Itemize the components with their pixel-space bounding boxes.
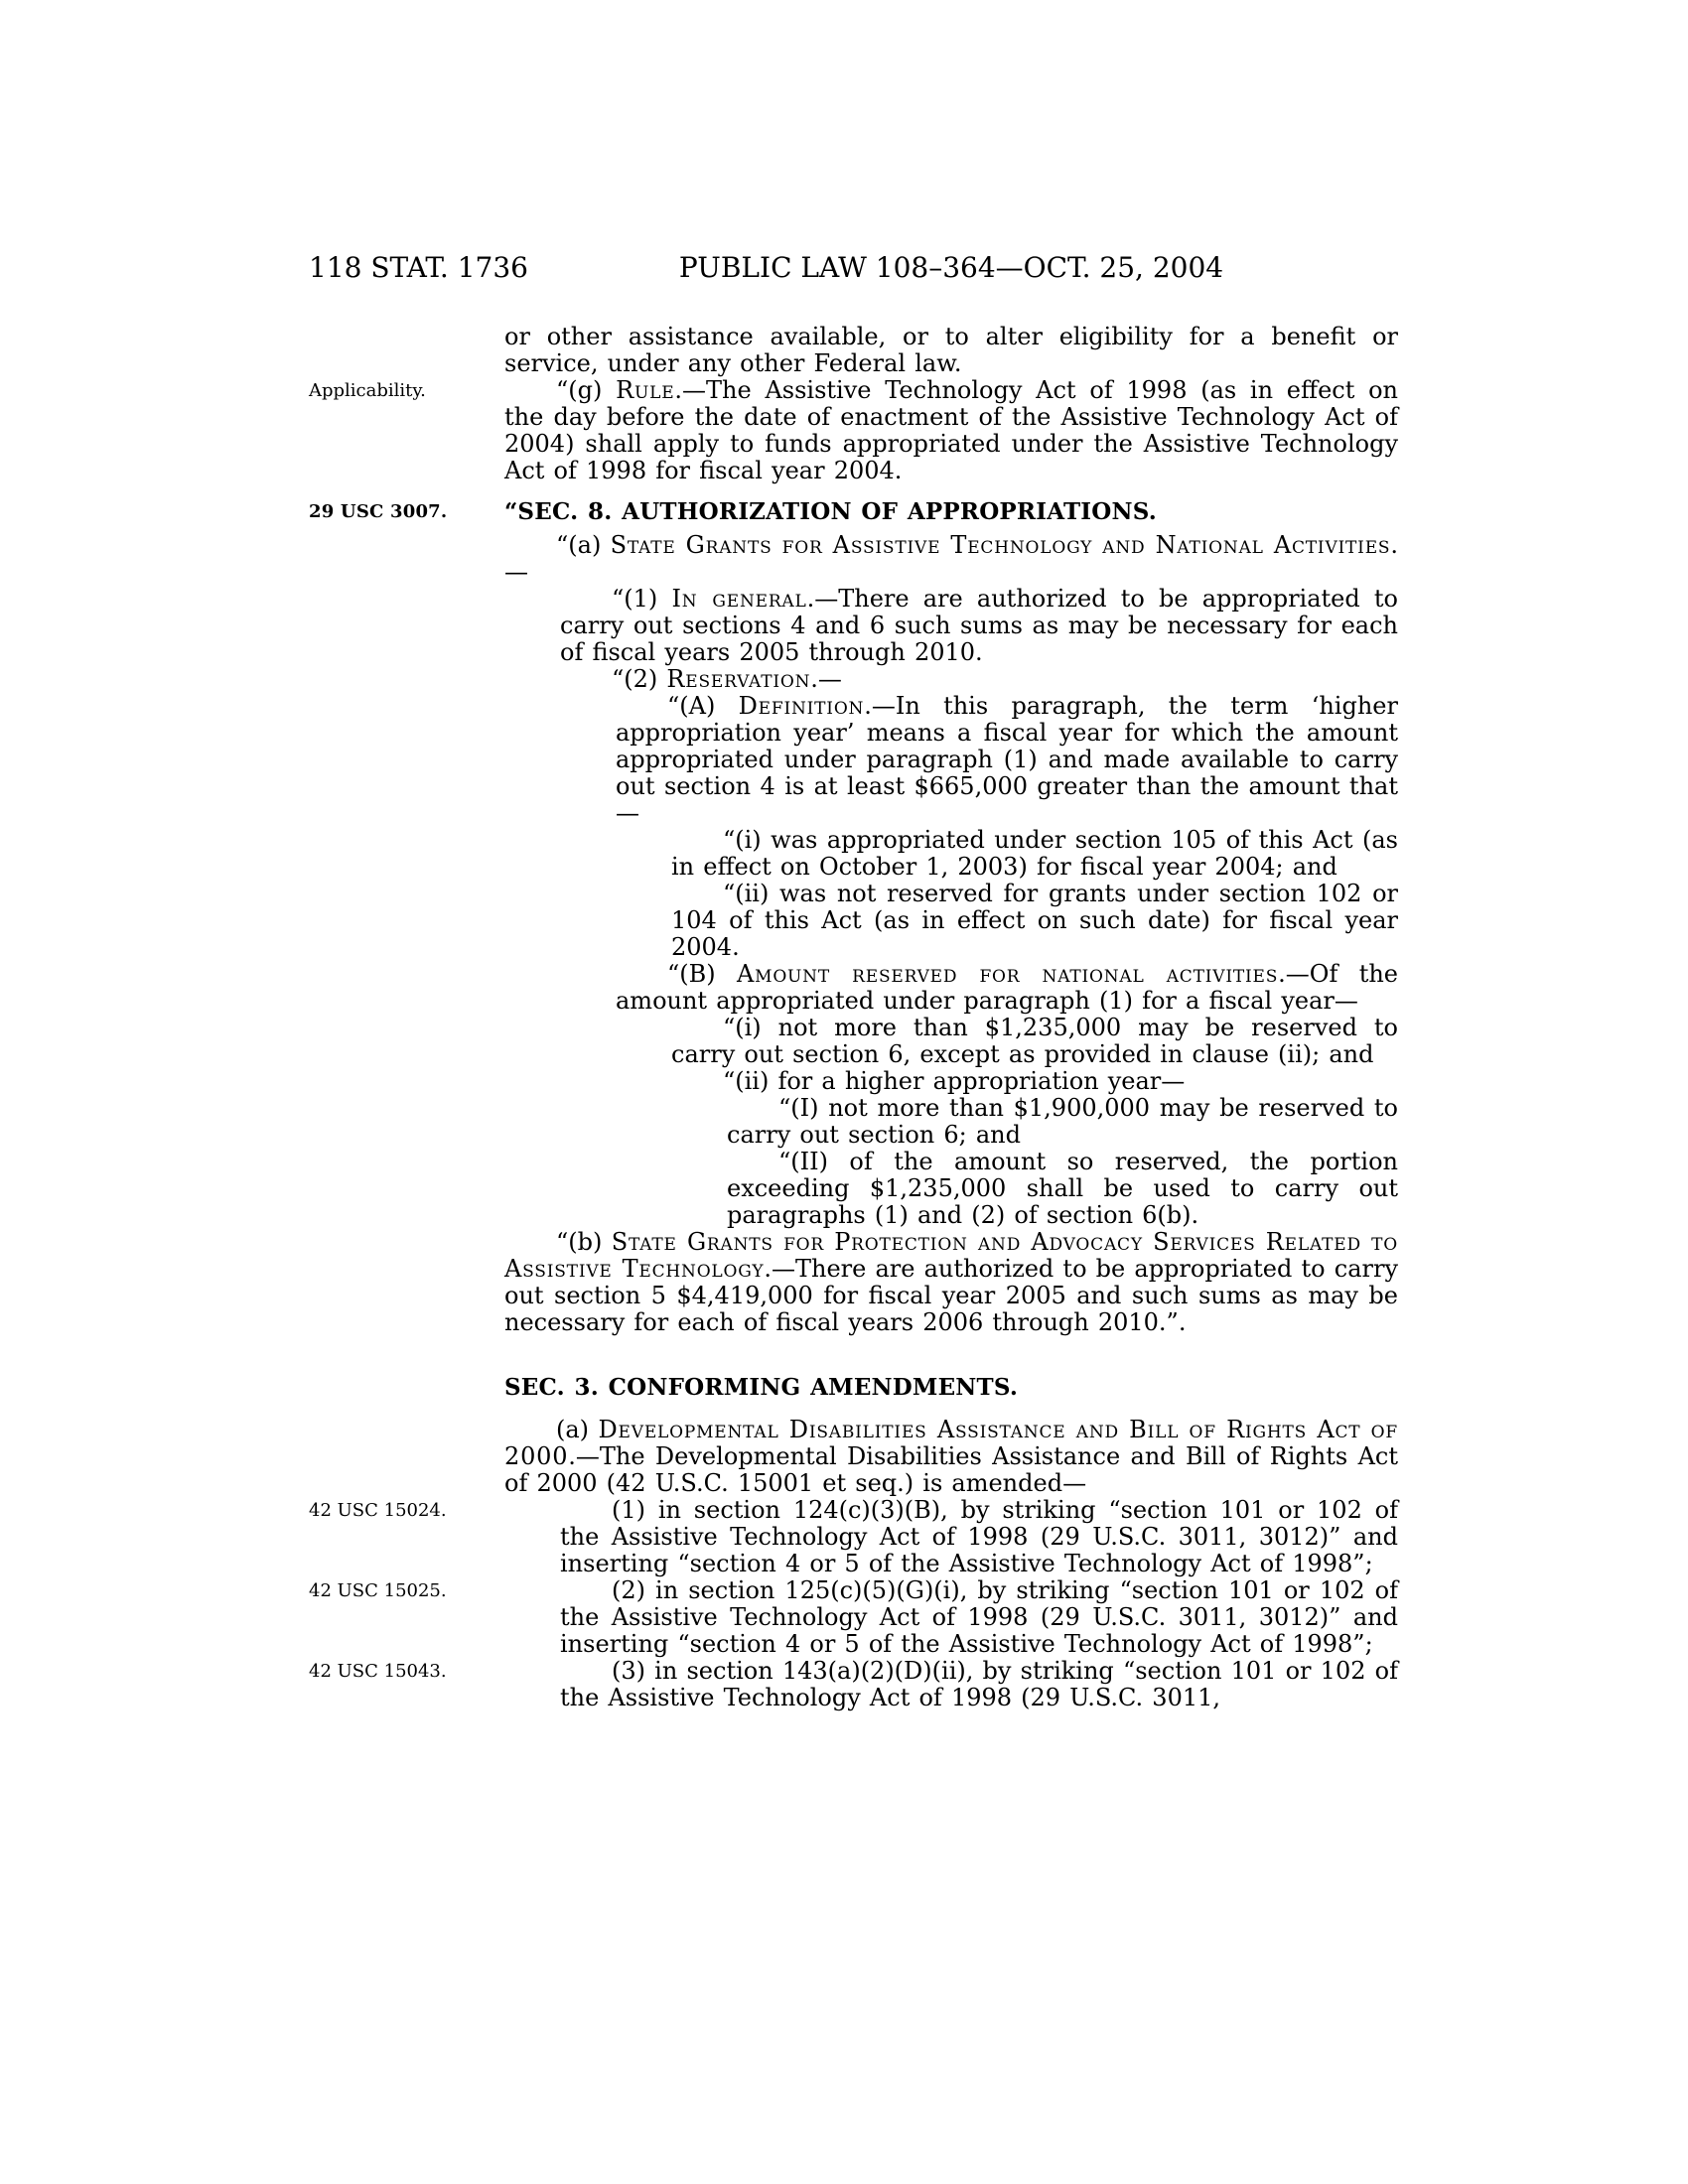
- statute-paragraph: [309, 1496, 1398, 1577]
- text-run: .—There are authorized to be appropriated to carry out sections 4 and 6 such sums as may be necessary for each of fiscal years 2005 through 2010.: [560, 585, 1398, 666]
- text-run: .—In this paragraph, the term ‘higher appropriation year’ means a fiscal year for which the amount appropriated under paragraph (1) and made available to carry out section 4 is at least $665,000 greater than the amount that—: [616, 692, 1398, 827]
- statute-paragraph: [671, 827, 1398, 881]
- text-run: State Grants for Assistive Technology and National Activities: [610, 531, 1391, 559]
- statute-paragraph: [671, 881, 1398, 961]
- section-heading: [309, 498, 1398, 525]
- text-run: “(1): [612, 585, 672, 613]
- section-heading: [504, 1374, 1398, 1401]
- page-header: [0, 251, 1688, 291]
- margin-note: 42 USC 15043.: [309, 1661, 447, 1682]
- statute-paragraph: [504, 1417, 1398, 1497]
- statute-paragraph: [309, 1657, 1398, 1711]
- statute-paragraph: [504, 1229, 1398, 1336]
- text-run: Developmental Disabilities Assistance and Bill of Rights Act of 2000: [504, 1416, 1398, 1470]
- text-run: Amount reserved for national activities: [736, 960, 1279, 988]
- text-run: .—: [504, 531, 1398, 586]
- text-run: “(II) of the amount so reserved, the portion exceeding $1,235,000 shall be used to carry out paragraphs (1) and (2) of section 6(b).: [727, 1148, 1398, 1229]
- stat-page-number: 118 STAT. 1736: [309, 251, 528, 284]
- margin-note: Applicability.: [309, 380, 426, 401]
- text-run: Rule: [616, 376, 675, 404]
- statute-paragraph: [309, 1576, 1398, 1658]
- margin-note: 42 USC 15024.: [309, 1500, 447, 1521]
- text-run: “(ii) for a higher appropriation year—: [723, 1067, 1186, 1095]
- statute-paragraph: [504, 532, 1398, 586]
- text-run: “(I) not more than $1,900,000 may be reserved to carry out section 6; and: [727, 1094, 1398, 1149]
- text-run: “SEC. 8. AUTHORIZATION OF APPROPRIATIONS.: [504, 498, 1157, 525]
- text-run: “(b): [556, 1228, 612, 1256]
- text-run: “(i) not more than $1,235,000 may be reserved to carry out section 6, except as provided in clause (ii); and: [671, 1014, 1398, 1068]
- text-run: (2) in section 125(c)(5)(G)(i), by striking “section 101 or 102 of the Assistive Technology Act of 1998 (29 U.S.C. 3011, 3012)” and inserting “section 4 or 5 of the Assistive Technology Act of 1998”;: [560, 1576, 1398, 1658]
- statute-paragraph: [616, 693, 1398, 827]
- text-run: SEC. 3. CONFORMING AMENDMENTS.: [504, 1374, 1019, 1401]
- text-run: .—Of the amount appropriated under paragraph (1) for a fiscal year—: [616, 960, 1399, 1015]
- text-run: Definition: [738, 692, 865, 720]
- text-run: “(2): [612, 665, 667, 693]
- text-run: “(B): [667, 960, 737, 988]
- text-run: State Grants for Protection and Advocacy Services Related to Assistive Technology: [504, 1228, 1398, 1283]
- text-run: (a): [556, 1416, 599, 1443]
- text-run: .—There are authorized to be appropriated to carry out section 5 $4,419,000 for fiscal year 2005 and such sums as may be necessary for each of fiscal years 2006 through 2010.”.: [504, 1255, 1399, 1336]
- margin-note: 42 USC 15025.: [309, 1580, 447, 1601]
- statute-paragraph: [560, 586, 1398, 666]
- statute-paragraph: [616, 961, 1398, 1015]
- text-run: .—The Assistive Technology Act of 1998 (as in effect on the day before the date of enactment of the Assistive Technology Act of 2004) shall apply to funds appropriated under the Assistive Technology Act of 1998 for fiscal year 2004.: [504, 376, 1398, 484]
- statute-paragraph: [309, 376, 1398, 484]
- text-run: (1) in section 124(c)(3)(B), by striking “section 101 or 102 of the Assistive Technology Act of 1998 (29 U.S.C. 3011, 3012)” and inserting “section 4 or 5 of the Assistive Technology Act of 1998”;: [560, 1496, 1398, 1577]
- statute-paragraph: [727, 1095, 1398, 1149]
- text-run: .—The Developmental Disabilities Assistance and Bill of Rights Act of 2000 (42 U.S.C. 15001 et seq.) is amended—: [504, 1442, 1398, 1497]
- law-citation: PUBLIC LAW 108–364—OCT. 25, 2004: [678, 251, 1224, 284]
- text-run: “(a): [556, 531, 611, 559]
- statute-paragraph: [560, 666, 1398, 693]
- statute-paragraph: [671, 1068, 1398, 1095]
- text-run: In general: [671, 585, 807, 613]
- text-run: .—: [810, 665, 842, 693]
- statute-paragraph: [504, 324, 1398, 377]
- body-column: [309, 323, 1399, 1711]
- statute-paragraph: [727, 1149, 1398, 1229]
- text-run: “(i) was appropriated under section 105 of this Act (as in effect on October 1, 2003) for fiscal year 2004; and: [671, 826, 1398, 881]
- text-run: “(g): [556, 376, 617, 404]
- text-run: “(A): [667, 692, 739, 720]
- margin-note: 29 USC 3007.: [309, 501, 448, 522]
- text-run: Reservation: [666, 665, 811, 693]
- text-run: “(ii) was not reserved for grants under section 102 or 104 of this Act (as in effect on such date) for fiscal year 2004.: [671, 880, 1398, 961]
- text-run: or other assistance available, or to alter eligibility for a benefit or service, under any other Federal law.: [504, 323, 1398, 377]
- statute-paragraph: [671, 1015, 1398, 1068]
- text-run: (3) in section 143(a)(2)(D)(ii), by striking “section 101 or 102 of the Assistive Technology Act of 1998 (29 U.S.C. 3011,: [560, 1657, 1398, 1711]
